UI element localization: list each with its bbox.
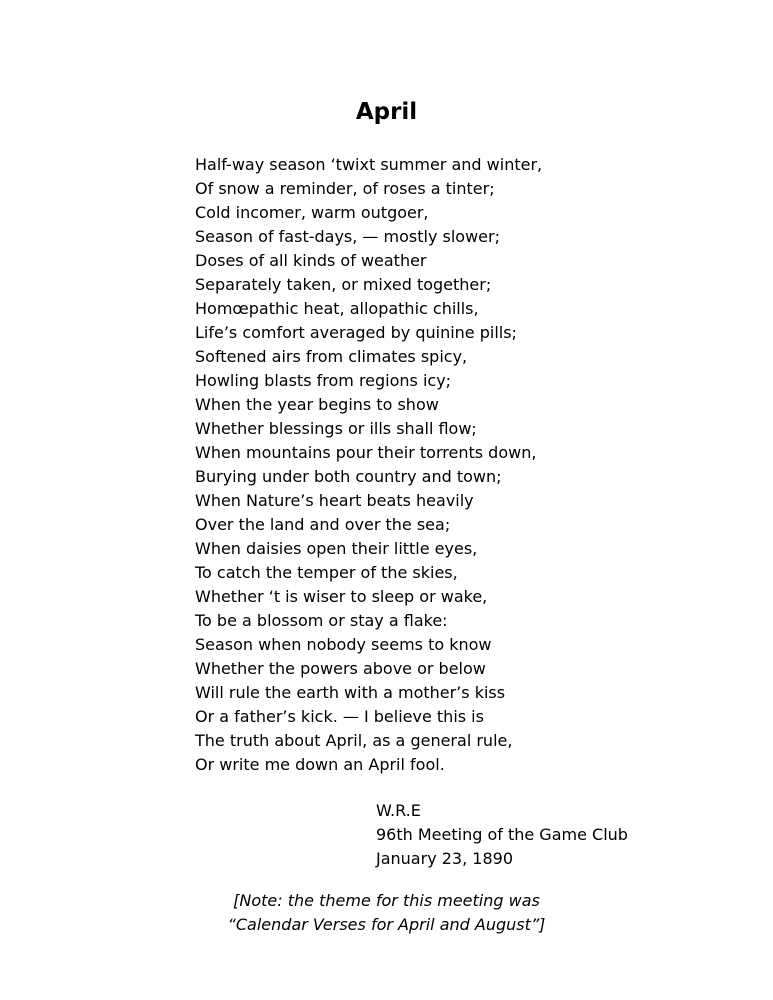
poem-line: When the year begins to show [195,395,439,414]
signature-author: W.R.E [376,801,421,820]
poem-title: April [355,99,418,125]
signature-meeting: 96th Meeting of the Game Club [376,825,628,844]
poem-line: Or write me down an April fool. [195,755,445,774]
poem-line: Howling blasts from regions icy; [195,371,452,390]
signature-block [376,799,628,871]
poem-line: Doses of all kinds of weather [195,251,427,270]
poem-line: Whether blessings or ills shall flow; [195,419,477,438]
poem-line: Will rule the earth with a mother’s kiss [195,683,506,702]
poem-line: Half-way season ‘twixt summer and winter, [195,155,543,174]
poem-line: Whether ‘t is wiser to sleep or wake, [195,587,488,606]
poem-line: Cold incomer, warm outgoer, [195,203,429,222]
poem-line: Burying under both country and town; [195,467,502,486]
poem-line: The truth about April, as a general rule, [195,731,513,750]
note-line: “Calendar Verses for April and August”] [227,915,546,934]
poem-line: Season of fast-days, — mostly slower; [195,227,500,246]
editorial-note [0,889,773,937]
poem-line: When Nature’s heart beats heavily [195,491,474,510]
poem-line: Or a father’s kick. — I believe this is [195,707,484,726]
poem-line: Season when nobody seems to know [195,635,492,654]
poem-line: Of snow a reminder, of roses a tinter; [195,179,495,198]
poem-line: To be a blossom or stay a flake: [195,611,448,630]
poem-line: Separately taken, or mixed together; [195,275,492,294]
note-line: [Note: the theme for this meeting was [233,891,540,910]
poem-line: When mountains pour their torrents down, [195,443,537,462]
poem-line: When daisies open their little eyes, [195,539,478,558]
poem-line: Homœpathic heat, allopathic chills, [195,299,479,318]
signature-date: January 23, 1890 [376,849,513,868]
poem-line: To catch the temper of the skies, [195,563,458,582]
poem-line: Over the land and over the sea; [195,515,451,534]
poem-line: Whether the powers above or below [195,659,486,678]
poem-body [195,153,542,777]
poem-line: Softened airs from climates spicy, [195,347,468,366]
poem-line: Life’s comfort averaged by quinine pills; [195,323,517,342]
